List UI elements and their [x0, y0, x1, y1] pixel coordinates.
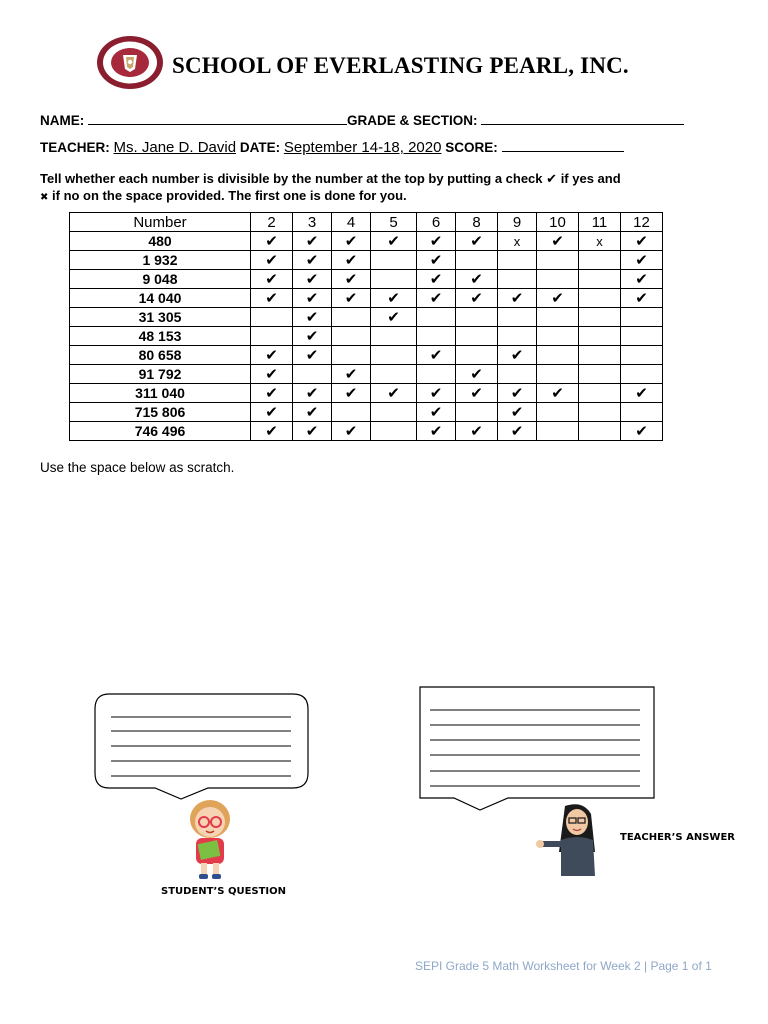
check-mark-cell[interactable]: ✔	[456, 365, 498, 384]
check-mark-cell[interactable]: ✔	[621, 251, 663, 270]
check-mark-cell[interactable]: ✔	[332, 251, 371, 270]
x-mark-cell[interactable]: x	[498, 232, 537, 251]
check-mark-cell[interactable]: ✔	[293, 346, 332, 365]
check-mark-cell[interactable]: ✔	[417, 251, 456, 270]
check-mark-cell[interactable]: ✔	[417, 403, 456, 422]
empty-answer-cell[interactable]	[371, 422, 417, 441]
instructions-line-2: ✖ if no on the space provided. The first one is done for you.	[40, 188, 407, 203]
teacher-label: TEACHER:	[40, 140, 110, 155]
check-mark-cell[interactable]: ✔	[456, 270, 498, 289]
check-mark-cell[interactable]: ✔	[621, 270, 663, 289]
name-label: NAME:	[40, 113, 85, 128]
score-label: SCORE:	[445, 140, 498, 155]
table-row	[70, 384, 663, 403]
empty-answer-cell[interactable]	[621, 308, 663, 327]
check-mark-cell[interactable]: ✔	[371, 384, 417, 403]
empty-answer-cell[interactable]	[621, 346, 663, 365]
check-mark-cell[interactable]: ✔	[498, 384, 537, 403]
student-question-bubble[interactable]	[93, 693, 311, 803]
check-mark-cell[interactable]: ✔	[621, 289, 663, 308]
check-mark-cell[interactable]: ✔	[417, 422, 456, 441]
empty-answer-cell[interactable]	[293, 365, 332, 384]
table-header-row	[70, 213, 663, 232]
check-mark-cell[interactable]: ✔	[498, 422, 537, 441]
check-mark-cell[interactable]: ✔	[456, 422, 498, 441]
instructions-line-1: Tell whether each number is divisible by the number at the top by putting a check ✔ if yes and	[40, 171, 621, 186]
check-mark-cell[interactable]: ✔	[251, 270, 293, 289]
check-mark-cell[interactable]: ✔	[456, 384, 498, 403]
table-row	[70, 270, 663, 289]
scratch-note: Use the space below as scratch.	[40, 460, 235, 475]
empty-answer-cell[interactable]	[371, 403, 417, 422]
check-mark-cell[interactable]: ✔	[293, 384, 332, 403]
check-mark-cell[interactable]: ✔	[621, 232, 663, 251]
empty-answer-cell[interactable]	[579, 270, 621, 289]
grade-section-blank-line[interactable]	[481, 112, 684, 125]
empty-answer-cell[interactable]	[537, 346, 579, 365]
check-mark-cell[interactable]: ✔	[293, 403, 332, 422]
divisibility-table	[69, 212, 663, 441]
number-cell: 91 792	[70, 365, 251, 384]
check-mark-cell[interactable]: ✔	[251, 346, 293, 365]
empty-answer-cell[interactable]	[537, 270, 579, 289]
empty-answer-cell[interactable]	[498, 270, 537, 289]
table-row	[70, 308, 663, 327]
student-question-caption: STUDENT’S QUESTION	[161, 886, 287, 897]
teacher-value: Ms. Jane D. David	[113, 139, 237, 156]
empty-answer-cell[interactable]	[371, 270, 417, 289]
teacher-date-score-row	[40, 139, 624, 156]
check-mark-cell[interactable]: ✔	[621, 422, 663, 441]
empty-answer-cell[interactable]	[579, 422, 621, 441]
divisor-header: 4	[332, 213, 371, 232]
empty-answer-cell[interactable]	[332, 346, 371, 365]
empty-answer-cell[interactable]	[498, 251, 537, 270]
table-row	[70, 422, 663, 441]
table-row	[70, 327, 663, 346]
number-column-header: Number	[70, 213, 251, 232]
empty-answer-cell[interactable]	[579, 403, 621, 422]
check-mark-cell[interactable]: ✔	[537, 384, 579, 403]
empty-answer-cell[interactable]	[371, 346, 417, 365]
divisor-header: 5	[371, 213, 417, 232]
teacher-answer-caption: TEACHER’S ANSWER	[620, 832, 735, 843]
empty-answer-cell[interactable]	[332, 327, 371, 346]
check-mark-cell[interactable]: ✔	[293, 232, 332, 251]
empty-answer-cell[interactable]	[456, 327, 498, 346]
check-mark-cell[interactable]: ✔	[417, 232, 456, 251]
check-mark-cell[interactable]: ✔	[456, 289, 498, 308]
empty-answer-cell[interactable]	[456, 251, 498, 270]
empty-answer-cell[interactable]	[579, 384, 621, 403]
check-mark-cell[interactable]: ✔	[251, 365, 293, 384]
check-mark-cell[interactable]: ✔	[332, 232, 371, 251]
check-mark-cell[interactable]: ✔	[332, 365, 371, 384]
empty-answer-cell[interactable]	[498, 365, 537, 384]
empty-answer-cell[interactable]	[456, 403, 498, 422]
check-mark-cell[interactable]: ✔	[332, 289, 371, 308]
divisor-header: 2	[251, 213, 293, 232]
empty-answer-cell[interactable]	[537, 251, 579, 270]
check-mark-cell[interactable]: ✔	[498, 289, 537, 308]
school-name-heading: SCHOOL OF EVERLASTING PEARL, INC.	[172, 53, 629, 78]
school-seal-logo	[96, 35, 164, 90]
name-grade-row	[40, 112, 684, 128]
teacher-answer-bubble[interactable]	[418, 685, 656, 813]
number-cell: 48 153	[70, 327, 251, 346]
empty-answer-cell[interactable]	[498, 327, 537, 346]
empty-answer-cell[interactable]	[498, 308, 537, 327]
check-mark-cell[interactable]: ✔	[251, 289, 293, 308]
number-cell: 1 932	[70, 251, 251, 270]
x-mark-icon: ✖	[40, 192, 49, 203]
check-mark-cell[interactable]: ✔	[537, 232, 579, 251]
check-mark-cell[interactable]: ✔	[498, 403, 537, 422]
empty-answer-cell[interactable]	[537, 422, 579, 441]
divisor-header: 10	[537, 213, 579, 232]
empty-answer-cell[interactable]	[537, 327, 579, 346]
check-mark-cell[interactable]: ✔	[293, 422, 332, 441]
empty-answer-cell[interactable]	[621, 403, 663, 422]
check-mark-cell[interactable]: ✔	[417, 346, 456, 365]
student-girl-illustration	[175, 795, 245, 880]
empty-answer-cell[interactable]	[537, 365, 579, 384]
check-mark-cell[interactable]: ✔	[417, 384, 456, 403]
instructions	[40, 170, 740, 206]
table-row	[70, 365, 663, 384]
empty-answer-cell[interactable]	[371, 365, 417, 384]
empty-answer-cell[interactable]	[251, 308, 293, 327]
check-mark-cell[interactable]: ✔	[251, 232, 293, 251]
number-cell: 480	[70, 232, 251, 251]
number-cell: 311 040	[70, 384, 251, 403]
number-cell: 31 305	[70, 308, 251, 327]
empty-answer-cell[interactable]	[537, 403, 579, 422]
empty-answer-cell[interactable]	[579, 346, 621, 365]
teacher-illustration	[535, 800, 615, 880]
table-row	[70, 232, 663, 251]
date-value: September 14-18, 2020	[283, 139, 442, 156]
number-cell: 746 496	[70, 422, 251, 441]
check-icon: ✔	[546, 171, 558, 186]
date-label: DATE:	[239, 140, 281, 155]
number-cell: 9 048	[70, 270, 251, 289]
table-row	[70, 346, 663, 365]
check-mark-cell[interactable]: ✔	[293, 251, 332, 270]
check-mark-cell[interactable]: ✔	[251, 251, 293, 270]
check-mark-cell[interactable]: ✔	[332, 384, 371, 403]
empty-answer-cell[interactable]	[332, 403, 371, 422]
empty-answer-cell[interactable]	[417, 308, 456, 327]
empty-answer-cell[interactable]	[371, 327, 417, 346]
divisor-header: 9	[498, 213, 537, 232]
x-mark-cell[interactable]: x	[579, 232, 621, 251]
check-mark-cell[interactable]: ✔	[332, 422, 371, 441]
check-mark-cell[interactable]: ✔	[371, 308, 417, 327]
check-mark-cell[interactable]: ✔	[498, 346, 537, 365]
empty-answer-cell[interactable]	[579, 251, 621, 270]
empty-answer-cell[interactable]	[579, 289, 621, 308]
empty-answer-cell[interactable]	[456, 308, 498, 327]
number-cell: 80 658	[70, 346, 251, 365]
empty-answer-cell[interactable]	[332, 308, 371, 327]
check-mark-cell[interactable]: ✔	[293, 270, 332, 289]
check-mark-cell[interactable]: ✔	[621, 384, 663, 403]
name-blank-line[interactable]	[88, 112, 347, 125]
empty-answer-cell[interactable]	[417, 327, 456, 346]
check-mark-cell[interactable]: ✔	[251, 384, 293, 403]
number-cell: 14 040	[70, 289, 251, 308]
empty-answer-cell[interactable]	[456, 346, 498, 365]
check-mark-cell[interactable]: ✔	[293, 308, 332, 327]
divisor-header: 12	[621, 213, 663, 232]
empty-answer-cell[interactable]	[579, 308, 621, 327]
empty-answer-cell[interactable]	[371, 251, 417, 270]
empty-answer-cell[interactable]	[251, 327, 293, 346]
check-mark-cell[interactable]: ✔	[417, 289, 456, 308]
check-mark-cell[interactable]: ✔	[456, 232, 498, 251]
divisor-header: 11	[579, 213, 621, 232]
score-blank-line[interactable]	[502, 139, 624, 152]
check-mark-cell[interactable]: ✔	[293, 289, 332, 308]
empty-answer-cell[interactable]	[621, 327, 663, 346]
check-mark-cell[interactable]: ✔	[371, 232, 417, 251]
check-mark-cell[interactable]: ✔	[251, 422, 293, 441]
table-row	[70, 251, 663, 270]
empty-answer-cell[interactable]	[537, 308, 579, 327]
divisor-header: 6	[417, 213, 456, 232]
check-mark-cell[interactable]: ✔	[293, 327, 332, 346]
table-row	[70, 289, 663, 308]
check-mark-cell[interactable]: ✔	[417, 270, 456, 289]
divisor-header: 3	[293, 213, 332, 232]
table-row	[70, 403, 663, 422]
check-mark-cell[interactable]: ✔	[371, 289, 417, 308]
page-footer: SEPI Grade 5 Math Worksheet for Week 2 | Page 1 of 1	[415, 959, 712, 973]
divisor-header: 8	[456, 213, 498, 232]
empty-answer-cell[interactable]	[579, 327, 621, 346]
check-mark-cell[interactable]: ✔	[251, 403, 293, 422]
number-cell: 715 806	[70, 403, 251, 422]
check-mark-cell[interactable]: ✔	[332, 270, 371, 289]
grade-section-label: GRADE & SECTION:	[347, 113, 478, 128]
empty-answer-cell[interactable]	[417, 365, 456, 384]
check-mark-cell[interactable]: ✔	[537, 289, 579, 308]
empty-answer-cell[interactable]	[621, 365, 663, 384]
empty-answer-cell[interactable]	[579, 365, 621, 384]
